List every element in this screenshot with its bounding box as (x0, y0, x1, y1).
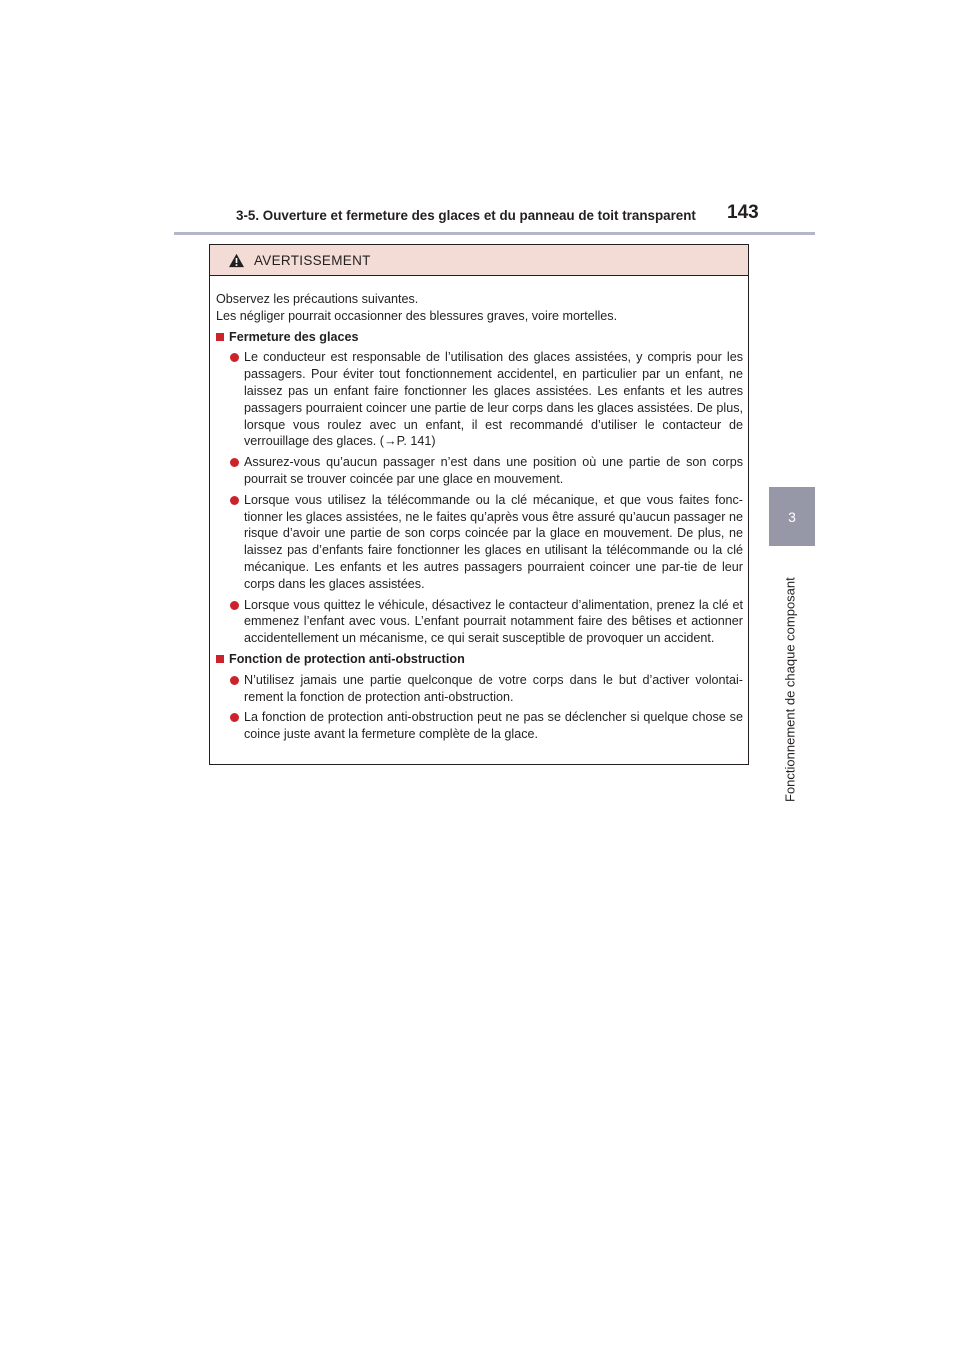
warning-intro-line: Les négliger pourrait occasionner des blessures graves, voire mortelles. (216, 308, 618, 323)
warning-title: AVERTISSEMENT (254, 252, 371, 268)
warning-header (210, 245, 748, 276)
chapter-tab-number: 3 (788, 508, 796, 525)
header-divider (174, 232, 815, 235)
section-heading-window-closing (216, 329, 743, 346)
list-item (216, 597, 743, 647)
section-heading-anti-obstruction (216, 651, 743, 668)
warning-body (210, 276, 748, 743)
list-item (216, 709, 743, 743)
list-item-text: Le conducteur est responsable de l’utilisation des glaces assistées, y compris pour les passagers. Pour éviter tout fonctionnement accidentel, en particulier par un enfant, ne laissez pas un enfant faire fonctionner les glaces assistées. Les enfants et les autres passagers pourraient coincer une partie de leur corps dans les glaces assistées. De plus, lorsque vous roulez avec un enfant, il est recommandé d’utiliser le contacteur de verrouillage des glaces. (→P. 141) (244, 350, 743, 449)
circle-bullet-icon (230, 676, 239, 685)
chapter-tab (769, 487, 815, 546)
list-item-text: Lorsque vous quittez le véhicule, désactivez le contacteur d’alimentation, prenez la clé et emmenez l’enfant avec vous. L’enfant pourrait notamment faire des bêtises et actionner accidentellement un mécanisme, ce qui serait susceptible de provoquer un accident. (244, 597, 743, 646)
list-item-text: Lorsque vous utilisez la télécommande ou la clé mécanique, et que vous faites fonc-tionner les glaces assistées, ne le faites qu’après vous être assuré qu’aucun passager ne risque d’avoir une partie de son corps coincée par la glace en mouvement. De plus, ne laissez pas d’enfants faire fonctionner les glaces en utilisant la télécommande ou la clé mécanique. Les enfants et les autres passagers pourraient coincer une par-tie de leur corps dans les glaces assistées. (244, 492, 743, 591)
section-heading-text: Fermeture des glaces (229, 329, 359, 344)
list-item (216, 454, 743, 488)
square-bullet-icon (216, 333, 224, 341)
warning-triangle-icon (228, 253, 245, 268)
list-item-text: La fonction de protection anti-obstruction peut ne pas se déclencher si quelque chose se coince juste avant la fermeture complète de la glace. (244, 710, 743, 742)
square-bullet-icon (216, 655, 224, 663)
warning-intro-line: Observez les précautions suivantes. (216, 292, 419, 306)
chapter-side-label: Fonctionnement de chaque composant (782, 577, 798, 802)
list-item (216, 492, 743, 593)
list-item (216, 349, 743, 450)
circle-bullet-icon (230, 601, 239, 610)
section-heading-text: Fonction de protection anti-obstruction (229, 651, 465, 666)
list-item-text: Assurez-vous qu’aucun passager n’est dans une position où une partie de son corps pourrait se trouver coincée par une glace en mouvement. (244, 455, 743, 486)
warning-box (209, 244, 749, 765)
circle-bullet-icon (230, 458, 239, 467)
list-item (216, 672, 743, 706)
list-item-text: N’utilisez jamais une partie quelconque de votre corps dans le but d’activer volontai-rement la fonction de protection anti-obstruction. (244, 672, 743, 704)
circle-bullet-icon (230, 496, 239, 505)
circle-bullet-icon (230, 353, 239, 362)
section-header-title: 3-5. Ouverture et fermeture des glaces et du panneau de toit transparent (236, 208, 696, 223)
page-number: 143 (727, 202, 759, 223)
circle-bullet-icon (230, 713, 239, 722)
